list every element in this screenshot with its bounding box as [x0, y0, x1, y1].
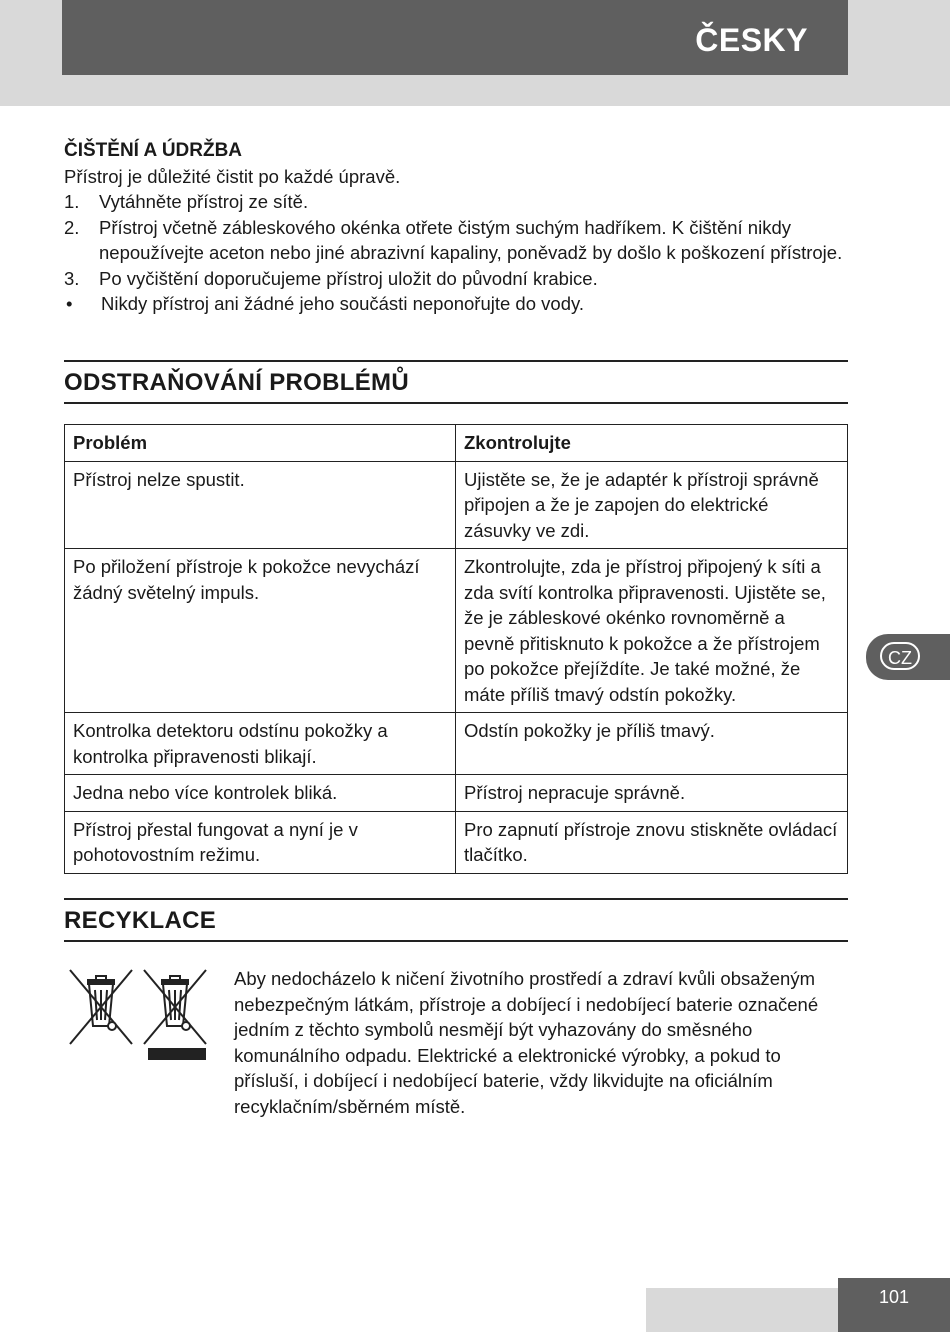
- problem-cell: Jedna nebo více kontrolek bliká.: [65, 775, 456, 812]
- list-item: [64, 189, 848, 215]
- divider: [64, 898, 848, 900]
- problem-cell: Kontrolka detektoru odstínu pokožky a kontrolka připravenosti blikají.: [65, 713, 456, 775]
- list-item: [64, 215, 848, 266]
- divider: [64, 402, 848, 404]
- crossed-bin-icons: [68, 966, 210, 1062]
- problem-cell: Přístroj přestal fungovat a nyní je v pohotovostním režimu.: [65, 811, 456, 873]
- step-text: Vytáhněte přístroj ze sítě.: [99, 191, 309, 212]
- troubleshooting-heading: ODSTRAŇOVÁNÍ PROBLÉMŮ: [64, 369, 409, 396]
- page-number-box: [838, 1278, 950, 1332]
- list-item: [64, 266, 848, 292]
- step-number: 1.: [64, 191, 80, 212]
- column-header-problem: Problém: [65, 425, 456, 462]
- divider: [64, 940, 848, 942]
- crossed-bin-icon: [70, 970, 132, 1044]
- table-row: [65, 549, 848, 713]
- cleaning-bullets: [64, 291, 848, 317]
- problem-cell: Po přiložení přístroje k pokožce nevychází žádný světelný impuls.: [65, 549, 456, 713]
- recycling-text: Aby nedocházelo k ničení životního prostředí a zdraví kvůli obsaženým nebezpečným látkám, přístroje a dobíjecí i nedobíjecí baterie označené jedním z těchto symbolů nesmějí být vyhazovány do směsného komunálního odpadu. Elektrické a elektronické výrobky, a pokud to přísluší, i dobíjecí i nedobíjecí baterie, vždy likvidujte na oficiálním recyklačním/sběrném místě.: [234, 968, 819, 1117]
- cleaning-steps: [64, 189, 848, 291]
- step-number: 2.: [64, 216, 80, 238]
- cleaning-heading: ČIŠTĚNÍ A ÚDRŽBA: [64, 140, 243, 161]
- header-title-box: [62, 0, 848, 75]
- step-number: 3.: [64, 267, 80, 289]
- cleaning-intro: Přístroj je důležité čistit po každé úpravě.: [64, 165, 401, 187]
- language-badge: CZ: [880, 642, 920, 670]
- check-cell: Přístroj nepracuje správně.: [456, 775, 848, 812]
- cleaning-section: [64, 138, 848, 317]
- language-tab: [866, 634, 950, 680]
- page-number: 101: [878, 1287, 910, 1307]
- table-row: [65, 461, 848, 549]
- crossed-bin-with-bar-icon: [144, 970, 206, 1060]
- bullet-mark: •: [66, 293, 73, 314]
- recycling-symbols: [68, 966, 210, 1062]
- check-cell: Ujistěte se, že je adaptér k přístroji správně připojen a že je zapojen do elektrické zásuvky ve zdi.: [456, 461, 848, 549]
- step-text: Po vyčištění doporučujeme přístroj uložit do původní krabice.: [99, 267, 598, 289]
- check-cell: Pro zapnutí přístroje znovu stiskněte ovládací tlačítko.: [456, 811, 848, 873]
- divider: [64, 360, 848, 362]
- check-cell: Zkontrolujte, zda je přístroj připojený k síti a zda svítí kontrolka připravenosti. Ujistěte se, že je zábleskové okénko rovnoměrně a pevně přitisknuto k pokožce a že přístrojem po pokožce přejíždíte. Je také možné, že máte příliš tmavý odstín pokožky.: [456, 549, 848, 713]
- table-row: [65, 713, 848, 775]
- table-row: [65, 775, 848, 812]
- problem-cell: Přístroj nelze spustit.: [65, 461, 456, 549]
- bullet-text: Nikdy přístroj ani žádné jeho součásti neponořujte do vody.: [101, 293, 584, 314]
- list-item: [64, 291, 848, 317]
- check-cell: Odstín pokožky je příliš tmavý.: [456, 713, 848, 775]
- column-header-check: Zkontrolujte: [456, 425, 848, 462]
- step-text: Přístroj včetně zábleskového okénka otřete čistým suchým hadříkem. K čištění nikdy nepoužívejte aceton nebo jiné abrazivní kapaliny, poněvadž by došlo k poškození přístroje.: [99, 216, 843, 263]
- table-header-row: [65, 425, 848, 462]
- table-row: [65, 811, 848, 873]
- recycling-heading: RECYKLACE: [64, 907, 217, 934]
- troubleshooting-table: [64, 424, 848, 874]
- page-title: ČESKY: [695, 22, 808, 58]
